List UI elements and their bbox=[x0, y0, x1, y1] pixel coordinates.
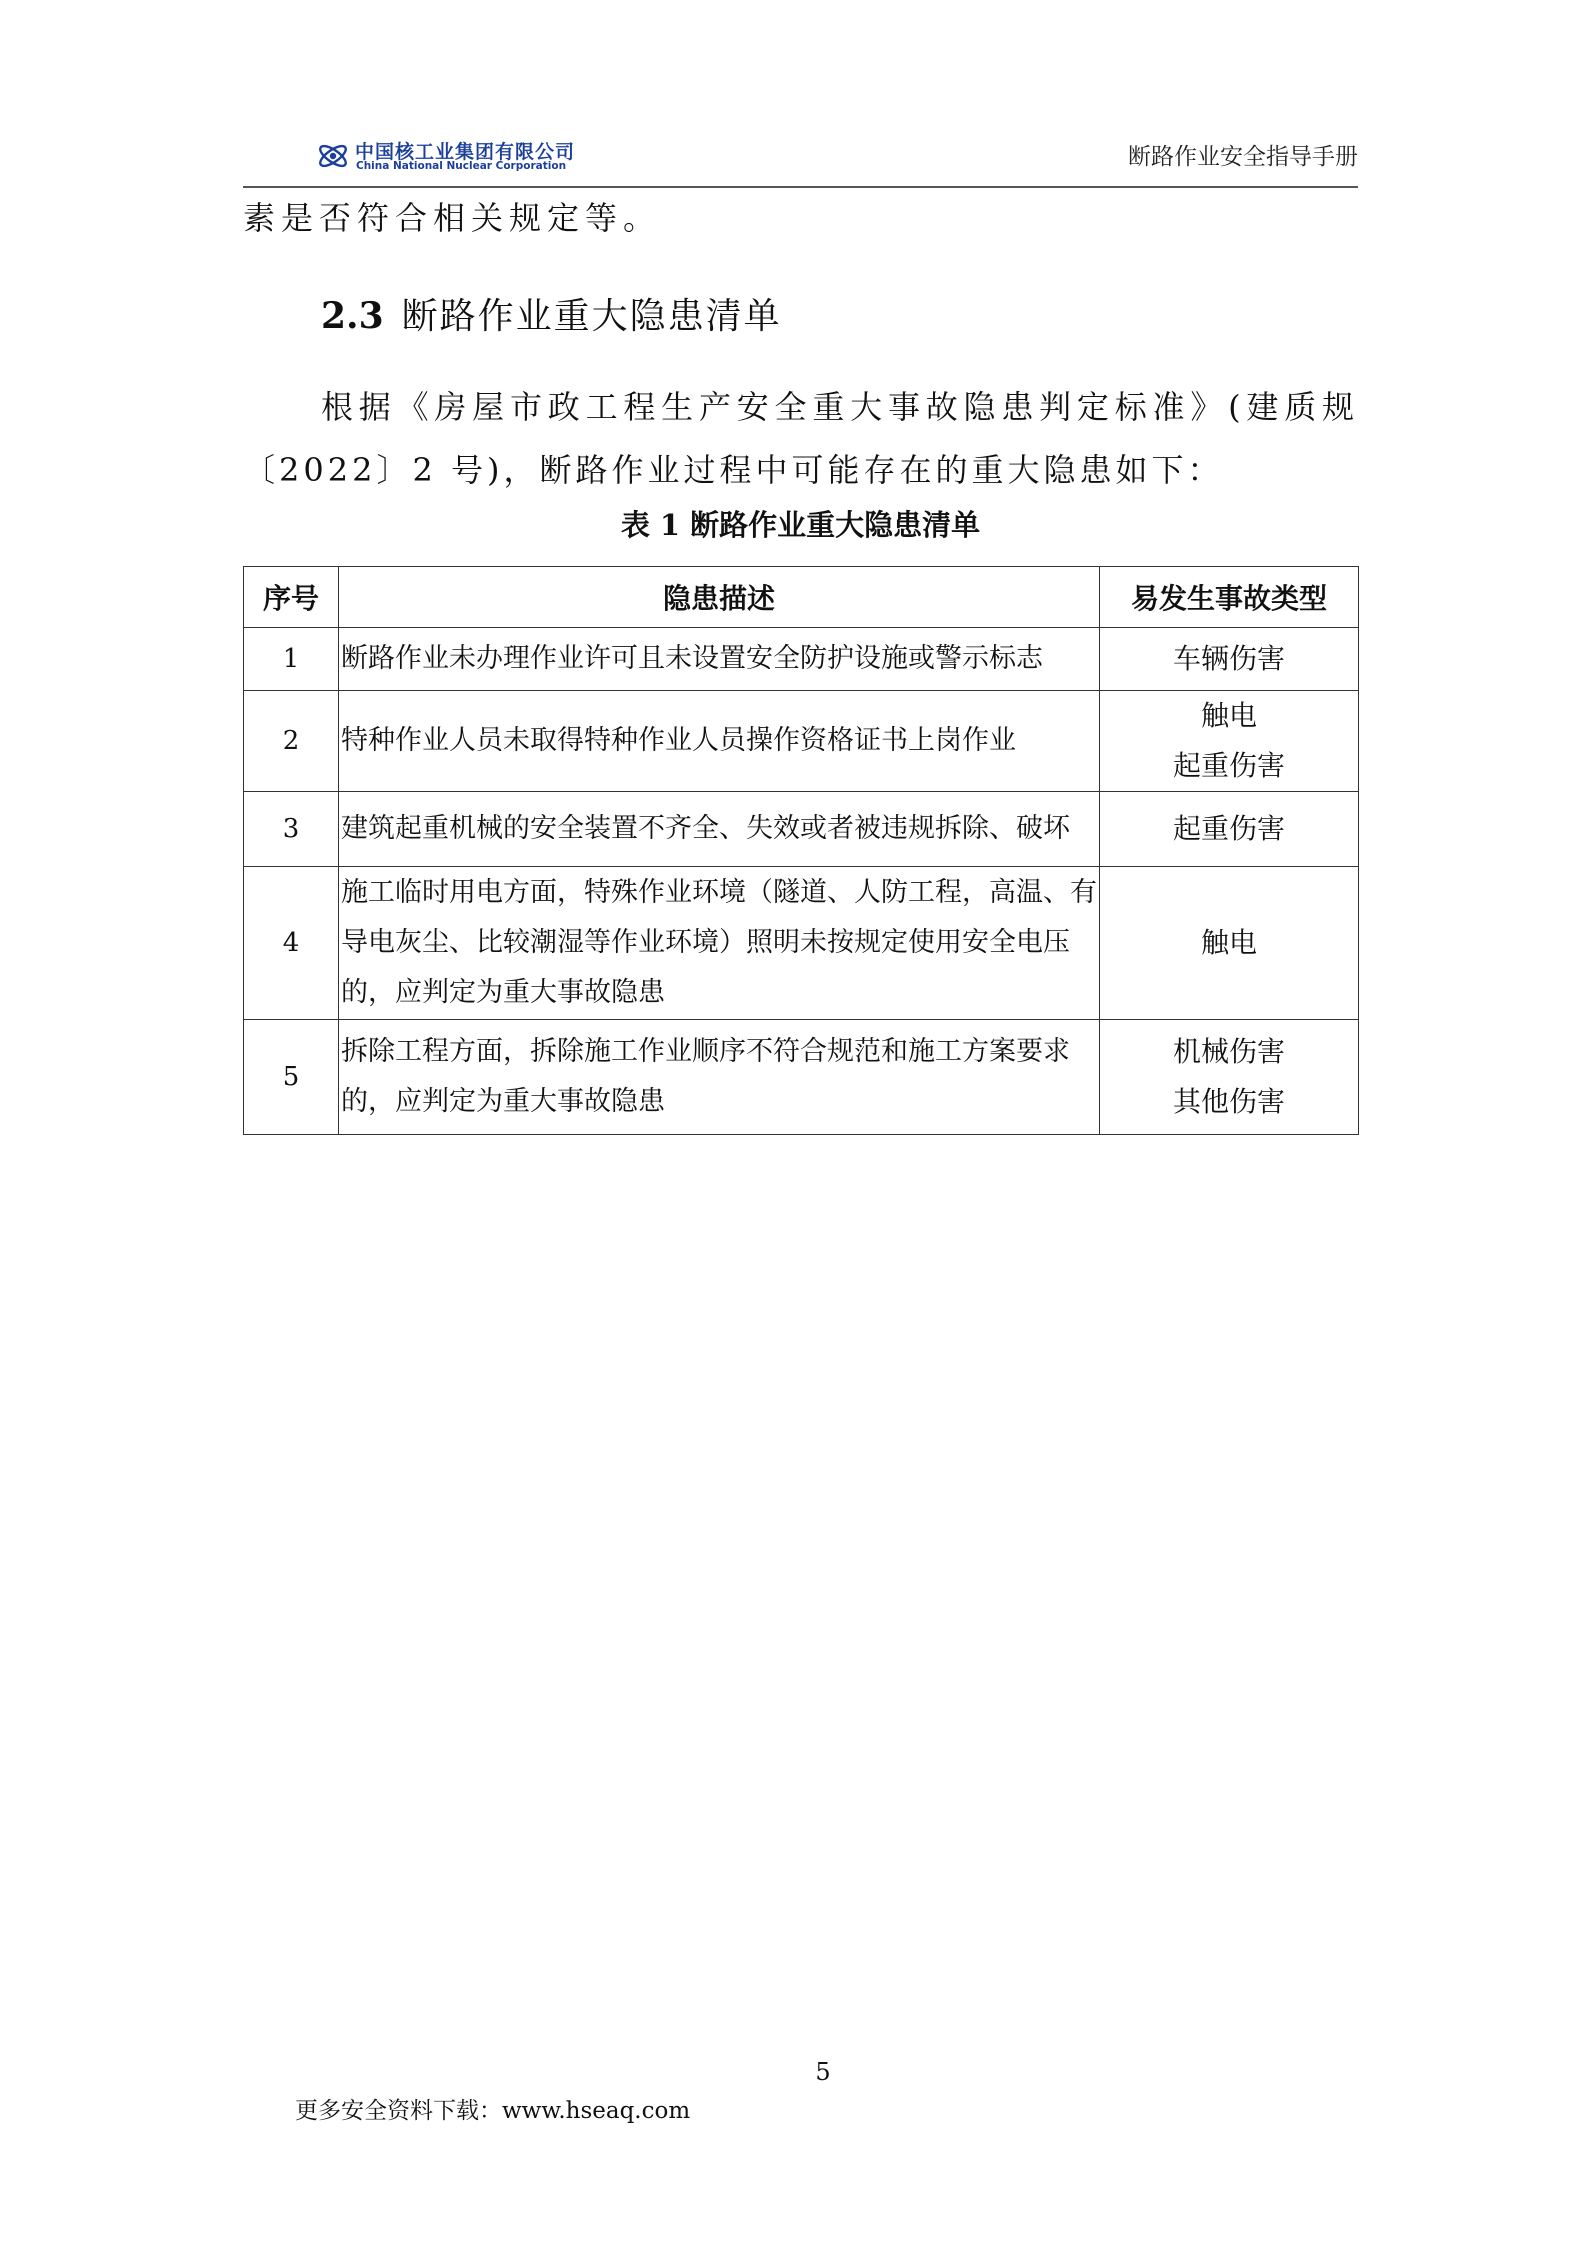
document-title: 断路作业安全指导手册 bbox=[1128, 144, 1358, 170]
accident-type-item: 机械伤害 bbox=[1172, 1035, 1285, 1068]
column-header: 序号 bbox=[244, 567, 339, 628]
body-paragraph: 根据《房屋市政工程生产安全重大事故隐患判定标准》(建质规〔2022〕2 号)，断路作业过程中可能存在的重大隐患如下： bbox=[243, 388, 1358, 489]
accident-type-item: 车辆伤害 bbox=[1172, 642, 1285, 675]
hazard-table bbox=[243, 566, 1359, 1135]
continuation-text: 素是否符合相关规定等。 bbox=[243, 199, 662, 237]
logo-chinese-name: 中国核工业集团有限公司 bbox=[355, 141, 576, 163]
accident-type-item: 起重伤害 bbox=[1172, 749, 1285, 782]
row-number: 1 bbox=[244, 628, 339, 691]
table-header-row bbox=[244, 567, 1359, 628]
hazard-description: 特种作业人员未取得特种作业人员操作资格证书上岗作业 bbox=[339, 691, 1100, 792]
table-row bbox=[244, 1020, 1359, 1135]
accident-type-item: 其他伤害 bbox=[1172, 1085, 1285, 1118]
column-header: 易发生事故类型 bbox=[1100, 567, 1359, 628]
row-number: 5 bbox=[244, 1020, 339, 1135]
section-title: 断路作业重大隐患清单 bbox=[401, 296, 782, 337]
atom-logo-icon bbox=[315, 138, 351, 174]
section-number: 2.3 bbox=[321, 295, 384, 337]
company-logo bbox=[315, 136, 575, 182]
hazard-description: 建筑起重机械的安全装置不齐全、失效或者被违规拆除、破坏 bbox=[339, 792, 1100, 867]
row-number: 4 bbox=[244, 867, 339, 1020]
logo-english-name: China National Nuclear Corporation bbox=[356, 160, 567, 172]
hazard-description: 施工临时用电方面，特殊作业环境（隧道、人防工程，高温、有导电灰尘、比较潮湿等作业环境）照明未按规定使用安全电压的，应判定为重大事故隐患 bbox=[339, 867, 1100, 1020]
table-row bbox=[244, 691, 1359, 792]
table-row bbox=[244, 792, 1359, 867]
footer-download-note: 更多安全资料下载：www.hseaq.com bbox=[295, 2098, 691, 2124]
accident-type-item: 触电 bbox=[1200, 926, 1257, 959]
accident-type-item: 触电 bbox=[1200, 699, 1257, 732]
accident-type bbox=[1100, 867, 1359, 1020]
accident-type bbox=[1100, 691, 1359, 792]
accident-type-item: 起重伤害 bbox=[1172, 812, 1285, 845]
accident-type bbox=[1100, 1020, 1359, 1135]
accident-type bbox=[1100, 792, 1359, 867]
hazard-description: 断路作业未办理作业许可且未设置安全防护设施或警示标志 bbox=[339, 628, 1100, 691]
page-number: 5 bbox=[815, 2058, 831, 2086]
section-heading bbox=[321, 288, 782, 339]
table-caption: 表 1 断路作业重大隐患清单 bbox=[620, 508, 981, 542]
page-header bbox=[243, 126, 1358, 188]
row-number: 2 bbox=[244, 691, 339, 792]
table-row bbox=[244, 628, 1359, 691]
row-number: 3 bbox=[244, 792, 339, 867]
accident-type bbox=[1100, 628, 1359, 691]
column-header: 隐患描述 bbox=[339, 567, 1100, 628]
hazard-description: 拆除工程方面，拆除施工作业顺序不符合规范和施工方案要求的，应判定为重大事故隐患 bbox=[339, 1020, 1100, 1135]
table-row bbox=[244, 867, 1359, 1020]
